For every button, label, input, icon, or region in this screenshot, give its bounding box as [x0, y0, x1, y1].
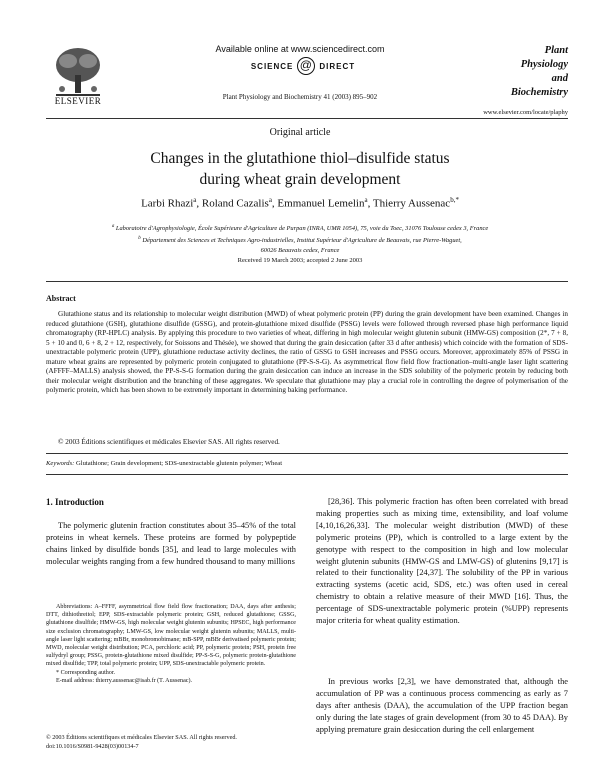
- publisher-name: ELSEVIER: [54, 96, 102, 106]
- keywords-divider: [46, 453, 568, 454]
- footnote-abbreviations: Abbreviations: A–FFFF, asymmetrical flow field flow fractionation; DAA, days after anthesis; DTT, dithiothreitol; EPP, SDS-extractable polymeric protein; GSH, reduced glutathione; GSSG, glutathione disulfide; HMW-GS, high molecular weight glutenin subunits; HPSEC, high performance size exclusion chromatography; LMW-GS, low molecular weight glutenin subunits; MALLS, multi-angle laser light scattering; mBBr, monobromobimane; mB-SPP, mBBr derivatised polymeric protein; MWD, molecular weight distribution; PCA, perchloric acid; PP, polymeric protein; PSH, protein free sulfydryl group; PSSG, protein-glutathione mixed disulfide; PP-S-S-G, polymeric protein-glutathione mixed disulfide; TPP, total polymeric protein; UPP, SDS-unextractable polymeric protein.: [46, 604, 296, 668]
- journal-url-link[interactable]: www.elsevier.com/locate/plaphy: [483, 109, 568, 116]
- footnotes: [46, 603, 296, 685]
- journal-logo-line: Biochemistry: [510, 87, 568, 98]
- page-footer: [46, 734, 316, 751]
- author-name: Emmanuel Lemelin: [277, 197, 365, 210]
- title-line: Changes in the glutathione thiol–disulfide status: [150, 150, 450, 167]
- keywords-divider-bottom: [46, 474, 568, 475]
- author-affil-mark: a: [364, 196, 368, 204]
- author-name: Roland Cazalis: [201, 197, 269, 210]
- intro-paragraph-left: The polymeric glutenin fraction constitutes about 35–45% of the total proteins in wheat kernels. These proteins are formed by polypeptide chains linked by disulfide bonds [35], and lead to large molecules with molecular weights ranging from a few hundred thousand to many millions: [46, 521, 296, 566]
- keywords-label: Keywords:: [46, 460, 75, 467]
- elsevier-tree-logo-icon: [46, 43, 110, 101]
- abstract-body: Glutathione status and its relationship to molecular weight distribution (MWD) of wheat polymeric protein (PP) during the grain development have been examined. Changes in reduced glutathione (GSH), glutathione disulfide (GSSG), and protein-glutathione mixed disulfide (PSSG) levels were followed through reversed phase high performance liquid chromatography (RP-HPLC) analysis. By applying this procedure to two varieties of wheat, differing in high molecular weight glutenin subunit (HMW-GS) composition (2*, 7 + 8, 5 + 10 and 0, 6 + 8, 2 + 12, respectively, for Soissons and Thésée), we showed that during the grain desiccation (after 33 d after anthesis) which coincide with the formation of SDS-unextractable polymeric protein (UPP), glutathione reductase activity declines, the ratio of GSSG to GSH increases and PSSG occurs. Moreover, approximately 85% of PSSG in mature wheat grains are represented by polymeric protein conjugated to glutathione (PP-S-S-G). As asymmetrical flow field flow fractionation–multi-angle laser light scattering (AFFFF–MALLS) analysis showed, the PP-S-S-G formation during the grain desiccation can induce an increase in the SDS solubility of the polymeric protein by reducing both their molecular weight distribution and the branching of these aggregates. We speculate that glutathione may play a crucial role in controlling the degree of polymerisation of the polymeric protein, which has been shown to be extremely important in determining baking performance.: [46, 310, 568, 394]
- article-type: Original article: [269, 127, 331, 138]
- footer-doi: doi:10.1016/S0981-9428(03)00134-7: [46, 742, 139, 750]
- keywords: [46, 460, 568, 467]
- affiliation-a: [60, 222, 540, 234]
- journal-citation: Plant Physiology and Biochemistry 41 (2003) 895–902: [222, 93, 378, 101]
- journal-logo-line: Plant: [544, 45, 568, 56]
- sciencedirect-left: SCIENCE: [250, 61, 294, 71]
- keywords-text: Glutathione; Grain development; SDS-unextractable glutenin polymer; Wheat: [74, 460, 283, 467]
- available-online-line: Available online at www.sciencedirect.com: [215, 44, 385, 54]
- author-affil-mark: a: [268, 196, 272, 204]
- author-name: Thierry Aussenac: [372, 197, 451, 210]
- header-divider: [46, 118, 568, 119]
- abstract-heading: Abstract: [46, 294, 76, 303]
- title-line: during wheat grain development: [199, 171, 401, 188]
- footnote-corresponding: * Corresponding author.: [56, 669, 116, 676]
- section-heading: 1. Introduction: [46, 497, 104, 507]
- author-list: [60, 196, 540, 210]
- author-sep: ,: [271, 197, 278, 210]
- abstract-divider: [46, 281, 568, 282]
- affil-mark: b: [138, 236, 141, 242]
- affil-text: Laboratoire d'Agrophysiologie, École Supérieure d'Agriculture de Purpan (INRA, UMR 1054), 75, voie du Toec, 31076 Toulouse cedex 3, France: [115, 225, 489, 233]
- abstract-copyright: © 2003 Éditions scientifiques et médicales Elsevier SAS. All rights reserved.: [58, 438, 280, 446]
- affil-mark: a: [111, 224, 115, 229]
- journal-logo-line: Physiology: [520, 59, 568, 70]
- author-sep: ,: [196, 197, 202, 210]
- author-affil-mark: b,*: [450, 196, 459, 204]
- sciencedirect-logo: [228, 56, 378, 76]
- affil-text: Département des Sciences et Techniques Agro-industrielles, Institut Supérieur d'Agriculture de Beauvais, rue Pierre-Waguet,: [142, 237, 462, 245]
- sciencedirect-right: DIRECT: [319, 61, 356, 71]
- affiliation-b: [60, 234, 540, 246]
- received-dates: Received 19 March 2003; accepted 2 June 2003: [237, 257, 363, 264]
- article-title: [80, 148, 520, 190]
- sciencedirect-at-icon: @: [297, 57, 315, 75]
- author-name: Larbi Rhazi: [141, 197, 194, 210]
- journal-logo-line: and: [551, 73, 568, 84]
- author-affil-mark: a: [193, 196, 197, 204]
- footnote-email: E-mail address: thierry.aussenac@isab.fr (T. Aussenac).: [56, 677, 193, 684]
- intro-paragraph-right-1: [28,36]. This polymeric fraction has often been correlated with bread making properties such as mixing time, extensibility, and loaf volume [4,10,16,26,33]. The molecular weight distribution (MWD) of these polymeric proteins (PP), which is controlled to a large extent by the genotype with respect to the composition in high and low molecular weight glutenin subunits (HMW-GS and LMW-GS) of glutenins [9,17] is related to their functionality [24,37]. The solubility of the PP in various extracting systems (acetic acid, SDS, etc.) was often used in cereal chemistry to obtain a relative measure of their MWD [16]. Thus, the percentage of SDS-unextractable polymeric protein (%UPP) represents major criteria for wheat quality estimation.: [316, 497, 568, 626]
- affiliations: [60, 222, 540, 256]
- journal-logo: [478, 44, 568, 100]
- affiliation-b-line2: 60026 Beauvais cedex, France: [260, 247, 340, 255]
- footer-copyright: © 2003 Éditions scientifiques et médicales Elsevier SAS. All rights reserved.: [46, 734, 237, 741]
- author-sep: ,: [367, 197, 373, 210]
- intro-paragraph-right-2: In previous works [2,3], we have demonstrated that, although the accumulation of PP was a continuous process commencing as early as 7 days after anthesis (DAA), the accumulation of the UPP fraction began only during the late stages of grain development (from 30 to 45 DAA). By applying premature grain desiccation during the cell enlargement: [316, 677, 568, 734]
